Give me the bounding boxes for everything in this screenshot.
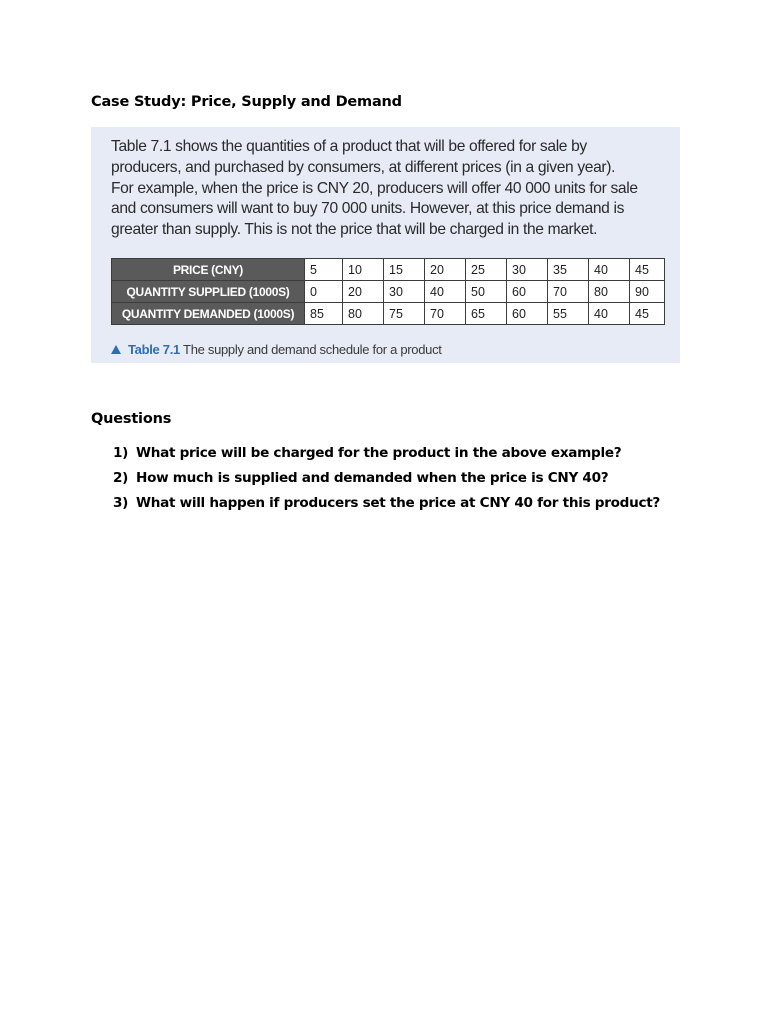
table-cell: 45: [630, 303, 665, 325]
row-header: QUANTITY DEMANDED (1000S): [112, 303, 305, 325]
table-cell: 75: [384, 303, 425, 325]
question-number: 2): [113, 470, 129, 486]
row-header: PRICE (CNY): [112, 259, 305, 281]
table-cell: 80: [589, 281, 630, 303]
table-cell: 80: [343, 303, 384, 325]
table-cell: 40: [589, 303, 630, 325]
document-title: Case Study: Price, Supply and Demand: [91, 94, 402, 110]
supply-demand-table: [111, 258, 665, 325]
question-text: What price will be charged for the product in the above example?: [136, 445, 622, 461]
list-item: [113, 468, 660, 493]
table-cell: 60: [507, 303, 548, 325]
table-cell: 70: [425, 303, 466, 325]
table-cell: 30: [384, 281, 425, 303]
question-text: How much is supplied and demanded when the price is CNY 40?: [136, 470, 609, 486]
table-cell: 90: [630, 281, 665, 303]
table-row-supplied: [112, 281, 665, 303]
table-cell: 55: [548, 303, 589, 325]
questions-list: [113, 443, 660, 518]
case-study-panel: [91, 127, 680, 363]
table-cell: 0: [305, 281, 343, 303]
caption-text: The supply and demand schedule for a product: [179, 342, 442, 357]
intro-line: greater than supply. This is not the price that will be charged in the market.: [111, 221, 598, 239]
triangle-up-icon: [111, 345, 121, 354]
intro-line: For example, when the price is CNY 20, producers will offer 40 000 units for sale: [111, 179, 638, 197]
table-cell: 45: [630, 259, 665, 281]
table-cell: 20: [343, 281, 384, 303]
table-cell: 35: [548, 259, 589, 281]
table-cell: 30: [507, 259, 548, 281]
table-cell: 85: [305, 303, 343, 325]
table-cell: 50: [466, 281, 507, 303]
table-cell: 40: [425, 281, 466, 303]
table-row-price: [112, 259, 665, 281]
caption-label: Table 7.1: [128, 342, 180, 357]
table-cell: 60: [507, 281, 548, 303]
table-cell: 5: [305, 259, 343, 281]
question-number: 3): [113, 495, 129, 511]
table-cell: 15: [384, 259, 425, 281]
list-item: [113, 443, 660, 468]
question-number: 1): [113, 445, 129, 461]
intro-line: Table 7.1 shows the quantities of a product that will be offered for sale by: [111, 138, 587, 155]
intro-line: producers, and purchased by consumers, at different prices (in a given year).: [111, 158, 616, 176]
table-cell: 65: [466, 303, 507, 325]
table-cell: 40: [589, 259, 630, 281]
table-row-demanded: [112, 303, 665, 325]
intro-paragraph: [111, 137, 676, 241]
intro-line: and consumers will want to buy 70 000 units. However, at this price demand is: [111, 200, 625, 218]
table-caption: [111, 342, 442, 357]
list-item: [113, 493, 660, 518]
table-cell: 25: [466, 259, 507, 281]
table-cell: 10: [343, 259, 384, 281]
questions-heading: Questions: [91, 411, 172, 427]
row-header: QUANTITY SUPPLIED (1000S): [112, 281, 305, 303]
table-cell: 20: [425, 259, 466, 281]
table-cell: 70: [548, 281, 589, 303]
question-text: What will happen if producers set the price at CNY 40 for this product?: [136, 495, 661, 511]
